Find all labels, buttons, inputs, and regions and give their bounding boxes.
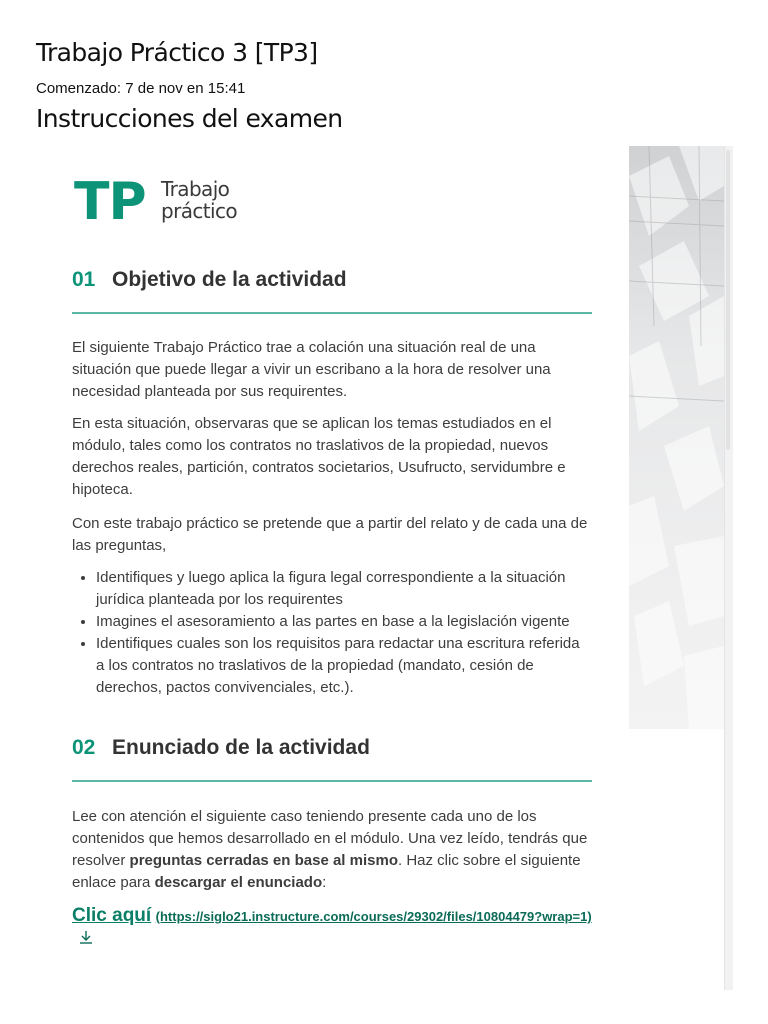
scrollbar-thumb[interactable] — [726, 150, 730, 450]
objectives-list — [72, 567, 592, 699]
download-link-url[interactable]: (https://siglo21.instructure.com/courses/29302/files/10804479?wrap=1) — [155, 909, 592, 924]
quiz-title: Trabajo Práctico 3 [TP3] — [36, 38, 318, 67]
list-item: • Imagines el asesoramiento a las partes en base a la legislación vigente — [96, 611, 592, 633]
text-run: . Haz clic sobre el siguiente enlace para — [72, 852, 581, 891]
download-link-text[interactable]: Clic aquí — [72, 905, 152, 926]
tp-logo-word-line1: Trabajo — [161, 177, 230, 201]
section-enunciado-header — [72, 736, 592, 782]
list-item: • Identifiques y luego aplica la figura legal correspondiente a la situación jurídica planteada por los requirentes — [96, 567, 592, 611]
tp-logo-wordmark — [161, 178, 281, 222]
tp-logo-mark: TP — [74, 172, 146, 232]
section-number: 01 — [72, 268, 96, 291]
section-objetivo-header — [72, 268, 592, 314]
paragraph: Con este trabajo práctico se pretende que a partir del relato y de cada una de las preguntas, — [72, 515, 588, 554]
text-run: Lee con atención el siguiente caso teniendo presente cada uno de los contenidos que hemos desarrollado en el módulo. Una vez leído, tendrás que resolver — [72, 808, 588, 869]
paragraph: El siguiente Trabajo Práctico trae a colación una situación real de una situación que puede llegar a vivir un escribano a la hora de resolver una necesidad planteada por sus requirentes. — [72, 339, 551, 400]
paragraph: En esta situación, observaras que se aplican los temas estudiados en el módulo, tales como los contratos no traslativos de la propiedad, nuevos derechos reales, partición, contratos societarios, Usufructo, servidumbre e hipoteca. — [72, 415, 566, 498]
download-link[interactable] — [72, 904, 592, 953]
download-icon[interactable] — [78, 929, 94, 953]
section-title: Enunciado de la actividad — [112, 736, 370, 759]
paragraph-enunciado — [72, 806, 592, 894]
section-title: Objetivo de la actividad — [112, 268, 347, 291]
text-run: : — [322, 874, 327, 891]
bold-text: descargar el enunciado — [154, 874, 323, 891]
bold-text: preguntas cerradas en base al mismo — [129, 852, 398, 869]
decorative-background-image — [629, 146, 724, 729]
started-timestamp: Comenzado: 7 de nov en 15:41 — [36, 80, 246, 97]
exam-instructions-heading: Instrucciones del examen — [36, 104, 343, 133]
tp-logo-word-line2: práctico — [161, 199, 238, 223]
list-item: • Identifiques cuales son los requisitos para redactar una escritura referida a los contratos no traslativos de la propiedad (mandato, cesión de derechos, pactos convivenciales, etc.). — [96, 633, 592, 699]
section-number: 02 — [72, 736, 96, 759]
